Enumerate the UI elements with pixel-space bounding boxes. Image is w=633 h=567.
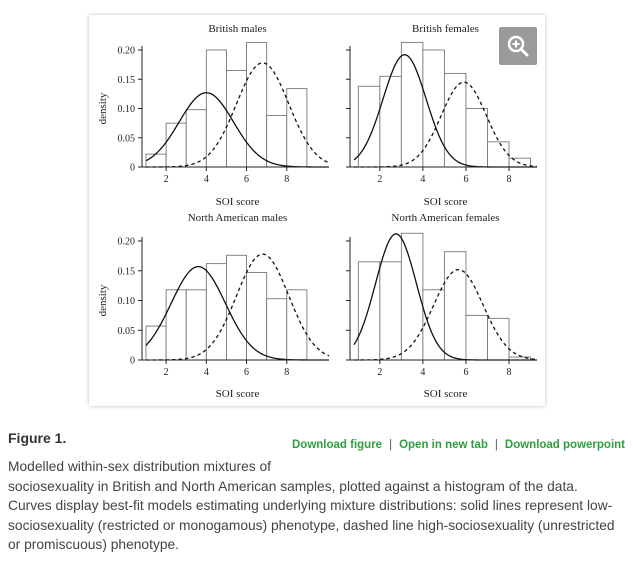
panel-title: North American females <box>391 212 500 224</box>
x-tick-label: 2 <box>163 174 169 185</box>
histogram-bar <box>186 290 206 360</box>
histogram-bar <box>287 89 307 167</box>
histogram-bar <box>466 109 488 168</box>
y-tick-label: 0.15 <box>117 266 135 278</box>
histogram-bar <box>423 50 445 167</box>
y-axis-label: density <box>97 284 109 317</box>
link-separator: | <box>389 439 393 451</box>
histogram-bar <box>487 318 509 360</box>
histogram-bar <box>267 299 287 360</box>
figure-charts <box>89 15 545 406</box>
y-tick-label: 0.20 <box>117 45 135 57</box>
histogram-bar <box>380 76 402 167</box>
x-tick-label: 6 <box>463 174 469 185</box>
x-axis-label: SOI score <box>215 196 260 208</box>
histogram-bar <box>444 252 466 360</box>
x-tick-label: 6 <box>463 367 469 378</box>
histogram-bar <box>247 273 267 360</box>
histogram-bar <box>166 123 186 167</box>
y-tick-label: 0.15 <box>117 74 135 86</box>
x-axis-label: SOI score <box>423 388 468 400</box>
x-tick-label: 4 <box>203 367 209 378</box>
histogram-bar <box>206 264 226 360</box>
figure-links <box>292 439 625 451</box>
link-separator: | <box>494 439 498 451</box>
caption-line-1: Modelled within-sex distribution mixtures of <box>8 459 272 474</box>
histogram-bar <box>146 154 166 167</box>
x-tick-label: 4 <box>420 174 426 185</box>
figure-image[interactable] <box>89 15 545 406</box>
x-tick-label: 6 <box>244 174 250 185</box>
histogram-bar <box>466 315 488 360</box>
histogram-bar <box>487 142 509 167</box>
figure-title: Figure 1. <box>8 430 67 446</box>
y-tick-label: 0.20 <box>117 236 135 248</box>
y-tick-label: 0.10 <box>117 296 135 307</box>
x-tick-label: 2 <box>377 367 383 378</box>
y-tick-label: 0.05 <box>117 133 135 145</box>
y-tick-label: 0.05 <box>117 325 135 337</box>
x-tick-label: 8 <box>284 174 290 185</box>
figure-caption <box>8 457 620 555</box>
zoom-in-icon <box>506 34 530 58</box>
zoom-button[interactable] <box>499 27 537 65</box>
histogram-bar <box>226 255 246 360</box>
panel-title: British females <box>412 23 479 35</box>
download-figure-link[interactable]: Download figure <box>291 439 383 451</box>
x-tick-label: 4 <box>203 174 209 185</box>
histogram-bar <box>267 116 287 167</box>
x-tick-label: 2 <box>163 367 169 378</box>
x-axis-label: SOI score <box>423 196 468 208</box>
histogram-bar <box>358 86 380 167</box>
histogram-bar <box>166 290 186 360</box>
histogram-bar <box>206 50 226 167</box>
x-tick-label: 8 <box>506 174 512 185</box>
histogram-bar <box>287 290 307 360</box>
x-tick-label: 8 <box>284 367 290 378</box>
panel-title: British males <box>208 23 267 35</box>
caption-line-rest: sociosexuality in British and North American samples, plotted against a histogram of the data. Curves display best-fit models estimating underlying mixture distributions: solid lines represent low-sociosexuality (restricted or monogamous) phenotype, dashed line high-sociosexuality (unrestricted or promiscuous) phenotype. <box>8 478 615 552</box>
y-axis-label: density <box>97 92 109 125</box>
download-powerpoint-link[interactable]: Download powerpoint <box>504 439 625 451</box>
x-tick-label: 8 <box>506 367 512 378</box>
x-axis-label: SOI score <box>215 388 260 400</box>
x-tick-label: 6 <box>244 367 250 378</box>
y-tick-label: 0 <box>130 355 135 367</box>
y-tick-label: 0.10 <box>117 104 135 115</box>
histogram-bar <box>226 70 246 167</box>
y-tick-label: 0 <box>130 162 135 174</box>
histogram-bar <box>358 262 380 360</box>
histogram-bar <box>247 42 267 167</box>
panel-title: North American males <box>187 212 288 224</box>
histogram-bar <box>380 262 402 360</box>
open-new-tab-link[interactable]: Open in new tab <box>399 439 488 451</box>
x-tick-label: 4 <box>420 367 426 378</box>
x-tick-label: 2 <box>377 174 383 185</box>
